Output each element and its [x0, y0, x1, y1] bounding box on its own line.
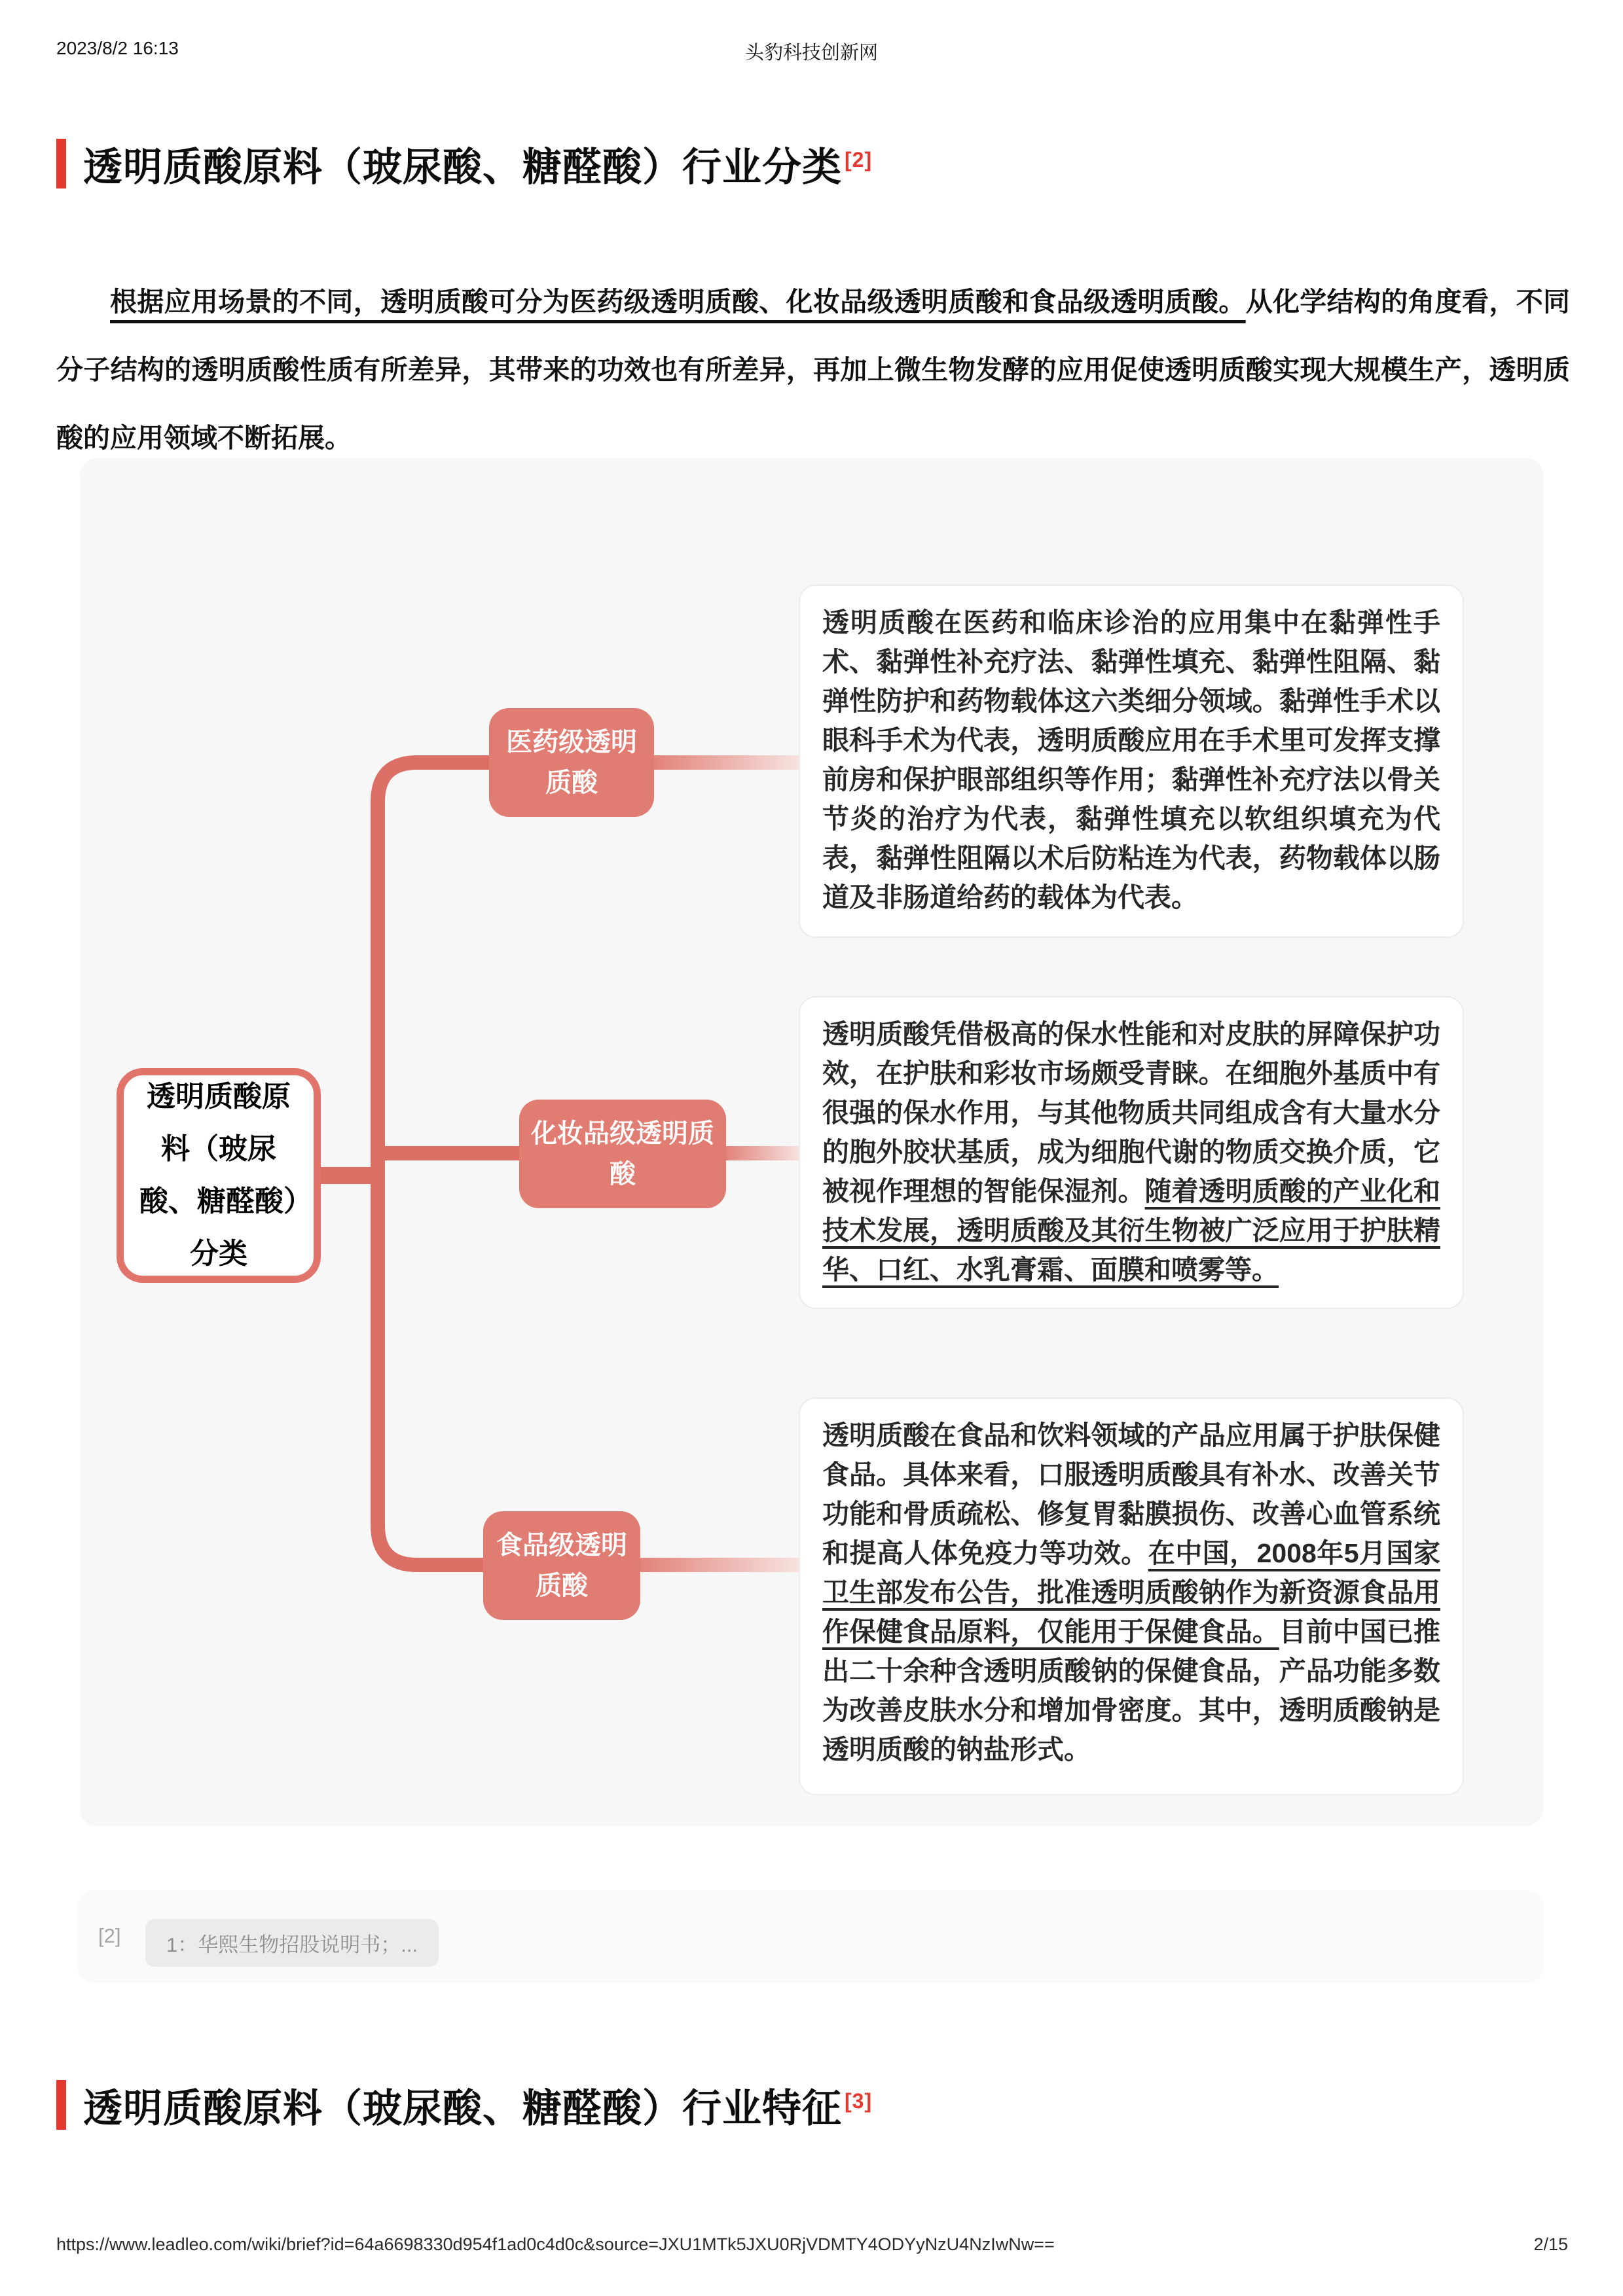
desc-text-underlined: 在中国，2008年5月国家卫生部发布公告，批准透明质酸钠作为新资源食品用作保健食品原料，仅能用于保健食品。	[822, 1538, 1441, 1647]
footer-url: https://www.leadleo.com/wiki/brief?id=64a6698330d954f1ad0c4d0c&source=JXU1MTk5JXU0RjVDMTY4ODYyNzU4NzIwNw==	[56, 2234, 1055, 2254]
branch-node-pharma	[489, 708, 654, 817]
section-title-label: 透明质酸原料（玻尿酸、糖醛酸）行业特征	[83, 2087, 842, 2130]
title-accent-bar	[56, 139, 66, 188]
section-title-classification	[56, 135, 872, 192]
footnote-panel	[77, 1890, 1544, 1983]
print-datetime: 2023/8/2 16:13	[56, 38, 179, 58]
section-title-label: 透明质酸原料（玻尿酸、糖醛酸）行业分类	[83, 145, 842, 189]
connector-branch-up	[378, 762, 490, 1181]
intro-underlined-text: 根据应用场景的不同，透明质酸可分为医药级透明质酸、化妆品级透明质酸和食品级透明质酸。	[110, 287, 1246, 317]
citation-ref[interactable]: [2]	[845, 148, 873, 171]
branch-node-cosmetic	[519, 1100, 726, 1208]
desc-text: 目前中国已推出二十余种含透明质酸钠的保健食品，产品功能多数为改善皮肤水分和增加骨密度。其中，透明质酸钠是透明质酸的钠盐形式。	[822, 1617, 1441, 1765]
root-node-label: 透明质酸原料（玻尿酸、糖醛酸）分类	[139, 1081, 298, 1270]
branch-node-label: 食品级透明质酸	[496, 1531, 627, 1600]
section-title-text	[83, 2076, 872, 2134]
desc-text: 透明质酸在医药和临床诊治的应用集中在黏弹性手术、黏弹性补充疗法、黏弹性填充、黏弹性阻隔、黏弹性防护和药物载体这六类细分领域。黏弹性手术以眼科手术为代表，透明质酸应用在手术里可发挥支撑前房和保护眼部组织等作用；黏弹性补充疗法以骨关节炎的治疗为代表，黏弹性填充以软组织填充为代表，黏弹性阻隔以术后防粘连为代表，药物载体以肠道及非肠道给药的载体为代表。	[822, 607, 1440, 912]
branch-node-food	[483, 1511, 640, 1620]
footnote-marker: [2]	[98, 1924, 121, 1947]
branch-node-label: 医药级透明质酸	[506, 728, 637, 797]
footer-page-number: 2/15	[1533, 2234, 1568, 2254]
site-title: 头豹科技创新网	[744, 43, 878, 63]
desc-text: 透明质酸在食品和饮料领域的产品应用属于护肤保健食品。具体来看，口服透明质酸具有补水、改善关节功能和骨质疏松、修复胃黏膜损伤、改善心血管系统和提高人体免疫力等功效。	[822, 1420, 1440, 1568]
desc-box-cosmetic	[799, 996, 1464, 1309]
title-accent-bar	[56, 2080, 66, 2130]
desc-text-underlined: 随着透明质酸的产业化和技术发展，透明质酸及其衍生物被广泛应用于护肤精华、口红、水乳膏霜、面膜和喷雾等。	[822, 1176, 1441, 1285]
desc-box-food	[799, 1397, 1464, 1795]
intro-paragraph	[56, 268, 1570, 472]
connector-branch-down	[378, 1172, 484, 1565]
desc-box-pharma	[799, 584, 1464, 938]
citation-ref[interactable]: [3]	[845, 2089, 873, 2113]
branch-node-label: 化妆品级透明质酸	[531, 1119, 714, 1189]
mindmap-root-node	[117, 1068, 321, 1283]
section-title-text	[83, 135, 872, 192]
section-title-characteristics	[56, 2076, 872, 2134]
footnote-source-chip[interactable]: 1：华熙生物招股说明书；...	[145, 1919, 439, 1967]
mindmap-panel	[80, 458, 1543, 1826]
intro-rest-text: 从化学结构的角度看，不同分子结构的透明质酸性质有所差异，其带来的功效也有所差异，再加上微生物发酵的应用促使透明质酸实现大规模生产，透明质酸的应用领域不断拓展。	[56, 287, 1571, 453]
desc-text: 透明质酸凭借极高的保水性能和对皮肤的屏障保护功效，在护肤和彩妆市场颇受青睐。在细胞外基质中有很强的保水作用，与其他物质共同组成含有大量水分的胞外胶状基质，成为细胞代谢的物质交换介质，它被视作理想的智能保湿剂。	[822, 1019, 1440, 1206]
